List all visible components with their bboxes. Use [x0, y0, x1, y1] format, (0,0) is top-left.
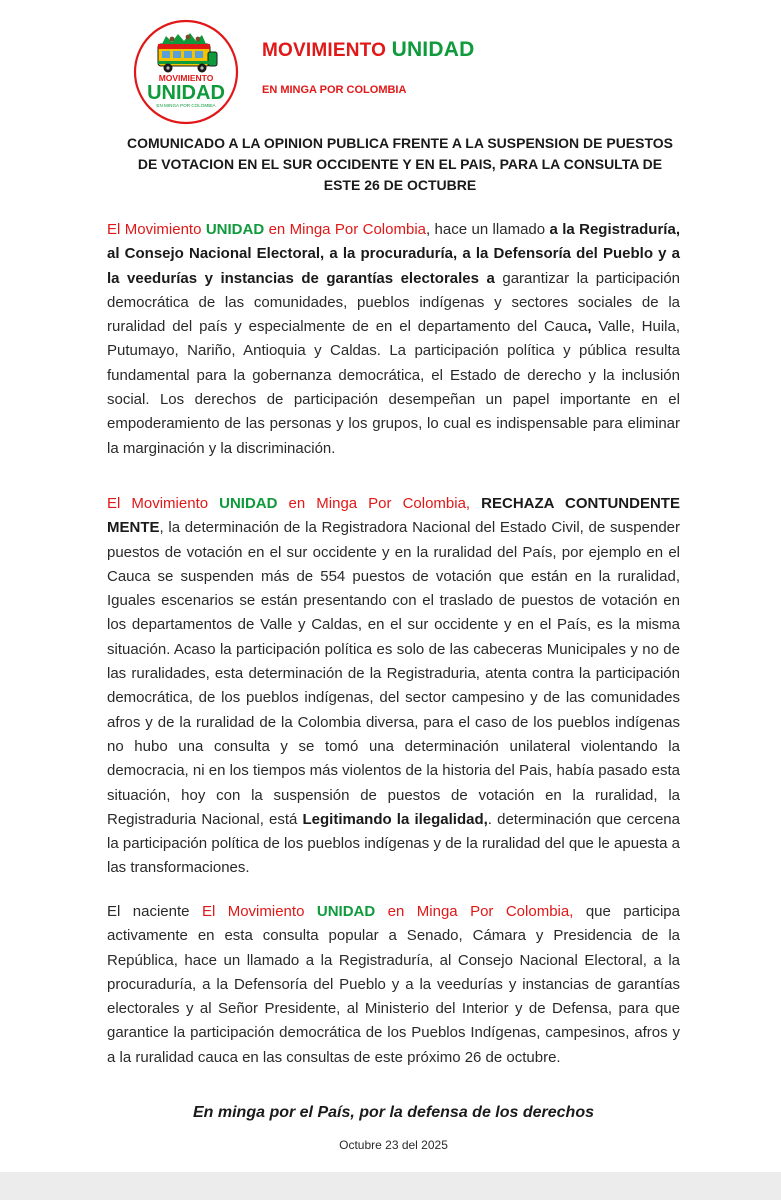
brand-highlight: UNIDAD: [391, 38, 475, 61]
org-name-prefix: El Movimiento: [107, 221, 206, 238]
org-name-highlight: UNIDAD: [205, 221, 265, 238]
paragraph-3: El naciente El Movimiento UNIDAD en Minga Por Colombia, que participa activamente en esta consulta popular a Senado, Cámara y Presidencia de la República, hace un llamado a la Registraduría, al Consejo Nacional Electoral, a la procuraduría, a la Defensoría del Pueblo y a la veedurías y instancias de garantías electorales y al Señor Presidente, al Ministerio del Interior y de Defensa, para que garantice la participación democrática de los Pueblos Indígenas, campesinos, afros y a la ruralidad cauca en las consultas de este próximo 26 de octubre.: [107, 903, 680, 1066]
org-name-suffix: en Minga Por Colombia,: [375, 903, 574, 920]
org-name-suffix: en Minga Por Colombia: [264, 221, 426, 238]
brand-title: [262, 38, 474, 62]
title-line: DE VOTACION EN EL SUR OCCIDENTE Y EN EL PAIS, PARA LA CONSULTA DE: [137, 156, 663, 172]
org-name-prefix: El Movimiento: [201, 903, 317, 920]
paragraph-2: El Movimiento UNIDAD en Minga Por Colombia, RECHAZA CONTUNDENTE MENTE, la determinación de la Registradora Nacional del Estado Civil, de suspender puestos de votación en el sur occidente y en la ruralidad del País, por ejemplo en el Cauca se suspenden más de 554 puestos de votación que están en la ruralidad, Iguales escenarios se están presentando con el traslado de puestos de votación en los departamentos de Valle y Caldas, en el sur occidente y en el País, es la misma situación. Acaso la participación política es solo de las cabeceras Municipales y no de las ruralidades, esta determinación de la Registraduria, atenta contra la participación democrática, de los pueblos indígenas, del sector campesino y de las comunidades afros y de la ruralidad de la Colombia diversa, para el caso de los pueblos indígenas no hubo una consulta y se tomó una determinación unilateral violentando la democracia, ni en los tiempos más violentos de la historia del Pais, había pasado esta situación, hoy con la suspensión de puestos de votación en la ruralidad, la Registraduria Nacional, está Legitimando la ilegalidad,. determinación que cercena la participación política de los pueblos indígenas y de la ruralidad del que le apuesta a las transformaciones.: [107, 495, 680, 877]
bold-institutions: a la Registraduría, al Consejo Nacional Electoral, a la procuraduría, a la Defensoría del Pueblo y a la veedurías y instancias de garantías electorales a: [107, 221, 680, 287]
org-name-highlight: UNIDAD: [316, 903, 376, 920]
logo-text-top: MOVIMIENTO: [158, 73, 214, 83]
logo-text-sub: EN MINGA POR COLOMBIA: [156, 103, 216, 108]
brand-slogan: EN MINGA POR COLOMBIA: [262, 84, 407, 96]
communique-title: [120, 133, 680, 196]
logo-text-main: UNIDAD: [147, 82, 225, 104]
document-date: Octubre 23 del 2025: [339, 1138, 448, 1152]
bold-legitimando: Legitimando la ilegalidad,: [302, 810, 488, 828]
movimiento-unidad-logo: [132, 18, 240, 126]
page-bottom-strip: [0, 1172, 781, 1200]
org-name-highlight: UNIDAD: [219, 495, 278, 512]
org-name-prefix: El Movimiento: [107, 495, 220, 512]
brand-prefix: MOVIMIENTO: [262, 40, 392, 61]
paragraph-1: El Movimiento UNIDAD en Minga Por Colombia, hace un llamado a la Registraduría, al Consejo Nacional Electoral, a la procuraduría, a la Defensoría del Pueblo y a la veedurías y instancias de garantías electorales a garantizar la participación democrática de las comunidades, pueblos indígenas y sectores sociales de la ruralidad del país y especialmente de en el departamento del Cauca, Valle, Huila, Putumayo, Nariño, Antioquia y Caldas. La participación política y pública resulta fundamental para la gobernanza democrática, el Estado de derecho y la inclusión social. Los derechos de participación desempeñan un papel importante en el empoderamiento de las personas y los grupos, lo cual es indispensable para eliminar la marginación y la discriminación.: [107, 221, 681, 457]
closing-statement: En minga por el País, por la defensa de los derechos: [192, 1104, 594, 1121]
org-name-suffix: en Minga Por Colombia,: [277, 495, 482, 512]
title-line: COMUNICADO A LA OPINION PUBLICA FRENTE A LA SUSPENSION DE PUESTOS: [126, 135, 674, 151]
bold-rejection: RECHAZA CONTUNDENTE MENTE: [107, 495, 680, 537]
title-line: ESTE 26 DE OCTUBRE: [323, 177, 477, 193]
